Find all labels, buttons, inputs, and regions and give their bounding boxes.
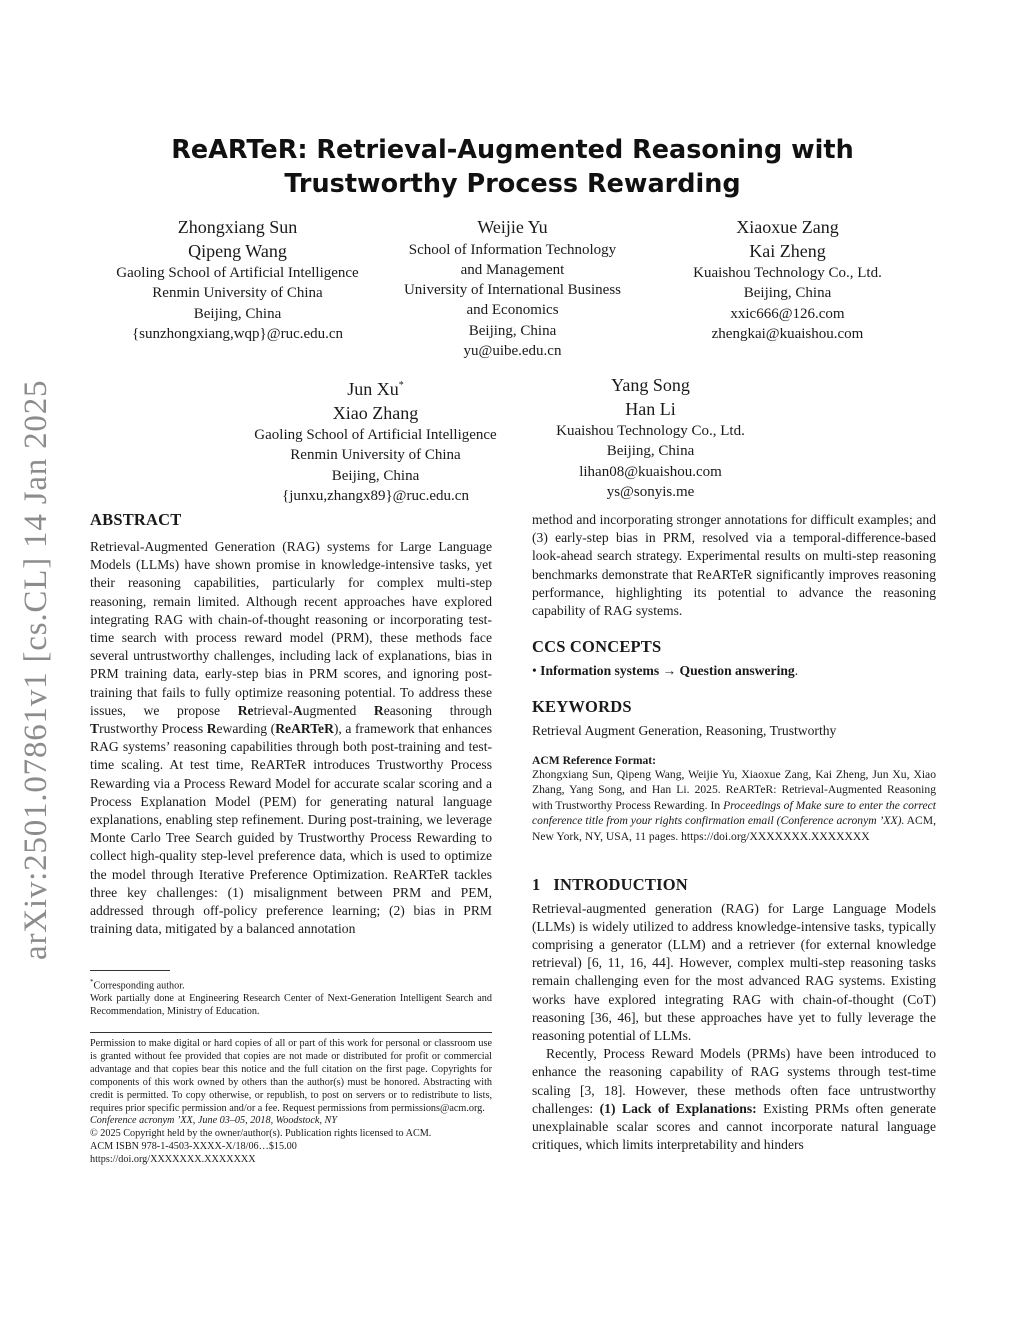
- affiliation-line: Kuaishou Technology Co., Ltd.: [693, 265, 882, 281]
- intro-paragraph-2: Recently, Process Reward Models (PRMs) have been introduced to enhance the reasoning capability of RAG systems through test-time scaling [3, 18]. However, these methods often face untrustworthy challenges: (1) Lack of Explanations: Existing PRMs often generate unexplainable scalar scores and cannot incorporate natural language critiques, which limits interpretability and hinders: [532, 1046, 936, 1153]
- affiliation-line: Beijing, China: [193, 305, 282, 322]
- author-block-2: [380, 216, 645, 361]
- author-block-4: [238, 374, 513, 506]
- author-name: Kai Zheng: [749, 240, 826, 261]
- author-block-5: [518, 374, 783, 502]
- affiliation-line: Renmin University of China: [290, 447, 461, 464]
- author-name: Weijie Yu: [477, 217, 548, 237]
- author-email: lihan08@kuaishou.com: [579, 463, 722, 480]
- affiliation-line: University of International Business: [403, 282, 622, 299]
- abstract-paragraph: Retrieval-Augmented Generation (RAG) systems for Large Language Models (LLMs) have shown promise in knowledge-intensive tasks, yet their reasoning capabilities, particularly for complex multi-step reasoning, remain limited. Although recent approaches have explored integrating RAG with chain-of-thought reasoning or incorporating test-time search with process reward model (PRM), these methods face several untrustworthy challenges, including lack of explanations, bias in PRM training data, early-step bias in PRM scores, and ignoring post-training that fails to fully optimize reasoning potential. To address these issues, we propose Retrieval-Augmented Reasoning through Trustworthy Process Rewarding (ReARTeR), a framework that enhances RAG systems’ reasoning capabilities through both post-training and test-time scaling. At test time, ReARTeR introduces Trustworthy Process Rewarding via a Process Reward Model for accurate scalar scoring and a Process Explanation Model (PEM) for generating natural language explanations, enabling step refinement. During post-training, we leverage Monte Carlo Tree Search guided by Trustworthy Process Rewarding to collect high-quality step-level preference data, which is used to optimize the model through Iterative Preference Optimization. ReARTeR tackles three key challenges: (1) misalignment between PRM and PEM, addressed through off-policy preference learning; (2) bias in PRM training data, mitigated by a balanced annotation: [90, 539, 492, 937]
- author-email: ys@sonyis.me: [606, 483, 695, 500]
- affiliation-line: Kuaishou Technology Co., Ltd.: [556, 423, 745, 439]
- affiliation-line: Beijing, China: [606, 443, 695, 460]
- affiliation-line: Renmin University of China: [152, 285, 323, 302]
- footnote-work: Work partially done at Engineering Research Center of Next-Generation Intelligent Search and Recommendation, Ministry of Education.: [90, 993, 492, 1018]
- ccs-concept-item: • Information systems → Question answering.: [532, 663, 799, 679]
- author-name: Jun Xu*: [347, 379, 404, 399]
- author-block-1: [100, 216, 375, 344]
- intro-paragraph-1: Retrieval-augmented generation (RAG) for Large Language Models (LLMs) is widely utilized to address knowledge-intensive tasks, typically comprising a generator (LLM) and a retriever (for external knowledge retrieval) [6, 11, 16, 44]. However, complex multi-step reasoning tasks remain challenging even for the most advanced RAG systems. Existing works have explored integrating RAG with chain-of-thought (CoT) reasoning [36, 46], but these approaches have yet to fully leverage the reasoning potential of LLMs.: [532, 900, 936, 1044]
- footnote-corresponding: *Corresponding author.: [90, 978, 185, 992]
- arxiv-identifier-stamp: arXiv:2501.07861v1 [cs.CL] 14 Jan 2025: [18, 379, 54, 960]
- ccs-heading: CCS CONCEPTS: [532, 637, 662, 657]
- isbn-line: ACM ISBN 978-1-4503-XXXX-X/18/06…$15.00: [90, 1141, 297, 1153]
- author-name: Han Li: [625, 398, 676, 419]
- acm-reference-heading: ACM Reference Format:: [532, 753, 657, 767]
- abstract-continuation: method and incorporating stronger annotations for difficult examples; and (3) early-step bias in PRM, resolved via a temporal-difference-based look-ahead search strategy. Experimental results on multi-step reasoning benchmarks demonstrate that ReARTeR significantly improves reasoning performance, highlighting its potential to advance the reasoning capability of RAG systems.: [532, 512, 936, 619]
- author-name: Qipeng Wang: [188, 240, 287, 261]
- author-block-3: [655, 216, 920, 344]
- affiliation-line: and Economics: [466, 302, 559, 319]
- affiliation-line: Beijing, China: [468, 322, 557, 339]
- author-email: {junxu,zhangx89}@ruc.edu.cn: [282, 487, 469, 504]
- permission-text: Permission to make digital or hard copies of all or part of this work for personal or classroom use is granted without fee provided that copies are not made or distributed for profit or commercial advantage and that copies bear this notice and the full citation on the first page. Copyrights for components of this work owned by others than the author(s) must be honored. Abstracting with credit is permitted. To copy otherwise, or republish, to post on servers or to redistribute to lists, requires prior specific permission and/or a fee. Request permissions from permissions@acm.org.: [90, 1038, 492, 1114]
- conference-line: Conference acronym ’XX, June 03–05, 2018, Woodstock, NY: [90, 1115, 338, 1127]
- permission-rule: [90, 1032, 492, 1033]
- corresponding-author-mark: *: [398, 380, 404, 391]
- keywords-text: Retrieval Augment Generation, Reasoning, Trustworthy: [532, 723, 837, 739]
- footnote-rule: [90, 970, 170, 971]
- affiliation-line: Beijing, China: [743, 285, 832, 302]
- abstract-heading: ABSTRACT: [90, 510, 182, 529]
- affiliation-line: School of Information Technology: [408, 241, 617, 258]
- paper-title: ReARTeR: Retrieval-Augmented Reasoning with Trustworthy Process Rewarding: [171, 135, 854, 199]
- affiliation-line: Beijing, China: [331, 467, 420, 484]
- author-name: Xiao Zhang: [332, 402, 419, 423]
- affiliation-line: Gaoling School of Artificial Intelligence: [116, 265, 359, 281]
- author-email: zhengkai@kuaishou.com: [711, 325, 864, 342]
- introduction-heading: 1 INTRODUCTION: [532, 874, 688, 894]
- author-email: yu@uibe.edu.cn: [463, 342, 562, 359]
- keywords-heading: KEYWORDS: [532, 697, 632, 717]
- author-email: {sunzhongxiang,wqp}@ruc.edu.cn: [131, 325, 344, 342]
- author-name: Yang Song: [611, 375, 690, 395]
- affiliation-line: and Management: [460, 261, 565, 278]
- right-column: [532, 511, 936, 1154]
- footnotes: [90, 976, 492, 1019]
- copyright-line: © 2025 Copyright held by the owner/author(s). Publication rights licensed to ACM.: [90, 1128, 432, 1140]
- affiliation-line: Gaoling School of Artificial Intelligence: [254, 427, 497, 443]
- author-email: xxic666@126.com: [730, 305, 845, 322]
- permission-block: [90, 1038, 492, 1167]
- author-name: Xiaoxue Zang: [736, 217, 839, 237]
- left-column: [90, 510, 492, 938]
- doi-link[interactable]: https://doi.org/XXXXXXX.XXXXXXX: [90, 1154, 256, 1166]
- author-name: Zhongxiang Sun: [177, 217, 298, 237]
- acm-reference-text: Zhongxiang Sun, Qipeng Wang, Weijie Yu, Xiaoxue Zang, Kai Zheng, Jun Xu, Xiao Zhang, Yang Song, and Han Li. 2025. ReARTeR: Retrieval-Augmented Reasoning with Trustworthy Process Rewarding. In Proceedings of Make sure to enter the correct conference title from your rights confirmation email (Conference acronym ’XX). ACM, New York, NY, USA, 11 pages. https://doi.org/XXXXXXX.XXXXXXX: [532, 767, 936, 843]
